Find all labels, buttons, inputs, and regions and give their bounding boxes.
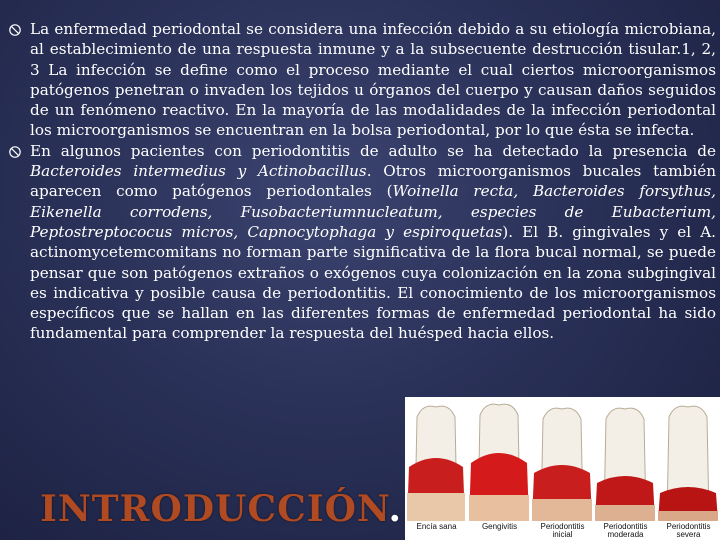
bullet-1-text: La enfermedad periodontal se considera una infección debido a su etiología microbiana, al establecimiento de una respuesta inmune y a la subsecuente destrucción tisular.1, 2, 3 La infección se define como el proceso mediante el cual ciertos microorganismos patógenos penetran o invaden los tejidos u órganos del cuerpo y causan daños seguidos de un fenómeno reactivo. En la mayoría de las modalidades de la infección periodontal los microorganismos se encuentran en la bolsa periodontal, por lo que ésta se infecta. bbox=[30, 20, 716, 140]
bullet-item-1 bbox=[8, 19, 716, 141]
no-entry-icon bbox=[8, 145, 22, 159]
tooth-periodontitis-severe bbox=[658, 406, 718, 521]
bullet-list bbox=[8, 19, 716, 344]
tooth-healthy bbox=[407, 406, 465, 521]
label-healthy-gum: Encía sana bbox=[416, 522, 457, 531]
slide-title bbox=[40, 488, 402, 530]
periodontal-stages-figure bbox=[405, 397, 720, 540]
tooth-gingivitis bbox=[469, 404, 529, 521]
tooth-periodontitis-moderate bbox=[595, 408, 655, 521]
label-gingivitis: Gengivitis bbox=[481, 522, 518, 531]
bullet-2-text-part3: ). El B. gingivales y el A. actinomycetemcomitans no forman parte significativa de la flora bucal normal, se puede pensar que son patógenos extraños o exógenos cuya colonización en la zona subgingival es indicativa y posible causa de periodontitis. El conocimiento de los microorganismos específicos que se hallan en las diferentes formas de enfermedad periodontal ha sido fundamental para comprender la respuesta del huésped hacia ellos. bbox=[30, 222, 716, 343]
slide-title-period: . bbox=[388, 488, 403, 530]
label-periodontitis-moderate: Periodontitis moderada bbox=[603, 522, 648, 539]
bullet-2-italic-bacteria: Bacteroides intermedius y Actinobacillus bbox=[30, 162, 367, 181]
tooth-periodontitis-initial bbox=[532, 408, 592, 521]
slide-title-text: INTRODUCCIÓN bbox=[40, 488, 389, 530]
bullet-item-2 bbox=[8, 141, 716, 344]
label-periodontitis-initial: Periodontitis inicial bbox=[540, 522, 585, 539]
bullet-2-italic-pathogens: Woinella recta, Bacteroides forsythus, Eikenella corrodens, Fusobacteriumnucleatum, especies de Eubacterium, Peptostreptococus micros, Capnocytophaga y espiroquetas bbox=[30, 182, 717, 241]
label-periodontitis-severe: Periodontitis severa bbox=[666, 522, 711, 539]
bullet-2-text-part2: . Otros microorganismos bucales también aparecen como patógenos periodontales ( bbox=[30, 162, 717, 201]
no-entry-icon bbox=[8, 23, 22, 37]
bullet-2-text-part1: En algunos pacientes con periodontitis de adulto se ha detectado la presencia de bbox=[30, 141, 716, 160]
teeth-illustration bbox=[405, 397, 720, 521]
